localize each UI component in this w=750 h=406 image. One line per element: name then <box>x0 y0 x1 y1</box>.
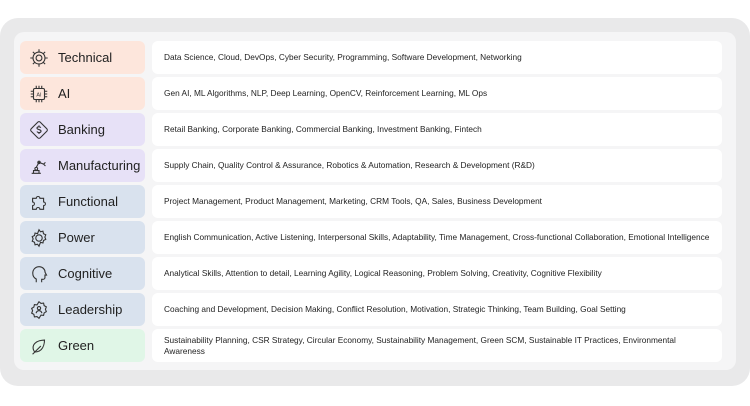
skills-list: Data Science, Cloud, DevOps, Cyber Security, Programming, Software Development, Networking <box>152 41 722 74</box>
ai-chip-icon <box>28 83 50 105</box>
leaf-icon <box>28 335 50 357</box>
category-name: Leadership <box>58 302 123 317</box>
category-label-ai <box>20 77 145 110</box>
skill-row-functional <box>20 185 732 218</box>
skills-list: Coaching and Development, Decision Making, Conflict Resolution, Motivation, Strategic Thinking, Team Building, Goal Setting <box>152 293 722 326</box>
skill-row-technical <box>20 41 732 74</box>
skills-list: Project Management, Product Management, Marketing, CRM Tools, QA, Sales, Business Development <box>152 185 722 218</box>
skills-panel <box>14 32 736 370</box>
skills-list: Retail Banking, Corporate Banking, Commercial Banking, Investment Banking, Fintech <box>152 113 722 146</box>
manufacturing-robot-arm-icon <box>28 155 50 177</box>
leadership-badge-icon <box>28 299 50 321</box>
skill-row-green <box>20 329 732 362</box>
category-name: Cognitive <box>58 266 113 281</box>
skills-list: Gen AI, ML Algorithms, NLP, Deep Learning, OpenCV, Reinforcement Learning, ML Ops <box>152 77 722 110</box>
svg-text:AI: AI <box>36 91 42 98</box>
skill-row-manufacturing <box>20 149 732 182</box>
skills-list: Analytical Skills, Attention to detail, Learning Agility, Logical Reasoning, Problem Solving, Creativity, Cognitive Flexibility <box>152 257 722 290</box>
category-label-functional <box>20 185 145 218</box>
skill-row-banking <box>20 113 732 146</box>
category-label-technical <box>20 41 145 74</box>
gear-cog-icon <box>28 47 50 69</box>
category-label-banking <box>20 113 145 146</box>
category-label-leadership <box>20 293 145 326</box>
category-name: Banking <box>58 122 105 137</box>
skills-list: Supply Chain, Quality Control & Assurance, Robotics & Automation, Research & Development (R&D) <box>152 149 722 182</box>
skill-row-cognitive <box>20 257 732 290</box>
category-label-power <box>20 221 145 254</box>
category-name: Functional <box>58 194 118 209</box>
category-label-green <box>20 329 145 362</box>
category-name: Power <box>58 230 95 245</box>
category-label-cognitive <box>20 257 145 290</box>
banking-dollar-icon <box>28 119 50 141</box>
skill-row-leadership <box>20 293 732 326</box>
head-profile-icon <box>28 263 50 285</box>
skills-list: Sustainability Planning, CSR Strategy, Circular Economy, Sustainability Management, Green SCM, Sustainable IT Practices, Environmental Awareness <box>152 329 722 362</box>
puzzle-piece-icon <box>28 191 50 213</box>
category-name: Manufacturing <box>58 158 141 173</box>
category-label-manufacturing <box>20 149 145 182</box>
skill-row-ai <box>20 77 732 110</box>
skills-list: English Communication, Active Listening, Interpersonal Skills, Adaptability, Time Management, Cross-functional Collaboration, Emotional Intelligence <box>152 221 722 254</box>
category-name: AI <box>58 86 71 101</box>
category-name: Green <box>58 338 95 353</box>
outer-frame <box>0 18 750 386</box>
power-gear-icon <box>28 227 50 249</box>
skill-row-power <box>20 221 732 254</box>
category-name: Technical <box>58 50 113 65</box>
